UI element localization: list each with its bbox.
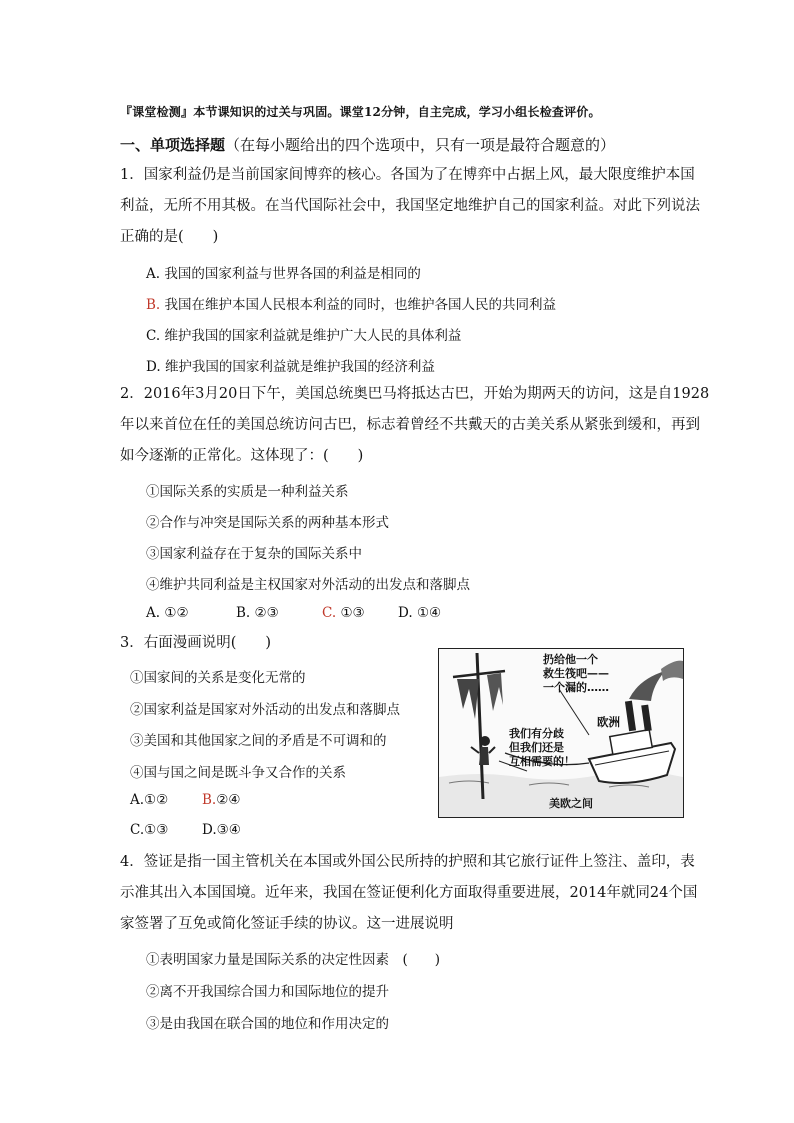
q3-statement-1: ①国家间的关系是变化无常的 xyxy=(130,670,306,686)
option-letter: B. xyxy=(146,297,161,313)
q4-line-2: 示准其出入本国国境。近年来，我国在签证便利化方面取得重要进展，2014年就同24个国 xyxy=(120,885,698,901)
option-text: 维护我国的国家利益就是维护我国的经济利益 xyxy=(164,359,435,375)
q4-statement-3: ③是由我国在联合国的地位和作用决定的 xyxy=(146,1016,389,1032)
q3-statement-2: ②国家利益是国家对外活动的出发点和落脚点 xyxy=(130,702,400,718)
q2-choice-b xyxy=(236,605,279,621)
q1-line-1: 1．国家利益仍是当前国家间博弈的核心。各国为了在博弈中占据上风，最大限度维护本国 xyxy=(120,167,695,183)
q4-line-1: 4．签证是指一国主管机关在本国或外国公民所持的护照和其它旅行证件上签注、盖印，表 xyxy=(120,854,695,870)
section-heading: 一、单项选择题 xyxy=(120,136,226,154)
q4-line-3: 家签署了互免或简化签证手续的协议。这一进展说明 xyxy=(120,916,454,932)
bubble-line: 扔给他一个 xyxy=(543,653,598,666)
q2-statement-4: ④维护共同利益是主权国家对外活动的出发点和落脚点 xyxy=(146,577,470,593)
cartoon-image xyxy=(438,648,684,818)
q2-line-1: 2．2016年3月20日下午，美国总统奥巴马将抵达古巴，开始为期两天的访问，这是自1928 xyxy=(120,386,710,402)
choice-letter: D. xyxy=(202,822,217,838)
lesson-header: 『课堂检测』本节课知识的过关与巩固。课堂12分钟，自主完成，学习小组长检查评价。 xyxy=(120,105,601,119)
q1-option-c xyxy=(146,324,461,344)
choice-letter: A. xyxy=(146,605,161,621)
section-title xyxy=(120,134,615,155)
smoke-icon xyxy=(629,671,665,701)
q2-choice-a xyxy=(146,605,189,621)
choice-text: ②④ xyxy=(216,792,241,808)
cartoon-ship-label: 欧洲 xyxy=(597,715,620,729)
choice-letter: C. xyxy=(322,605,337,621)
section-note: （在每小题给出的四个选项中，只有一项是最符合题意的） xyxy=(225,136,616,154)
bubble-line: 一个漏的…… xyxy=(543,681,609,694)
option-text: 我国的国家利益与世界各国的利益是相同的 xyxy=(164,266,421,282)
option-letter: C. xyxy=(146,328,161,344)
cartoon-caption: 美欧之间 xyxy=(549,797,593,810)
q2-line-2: 年以来首位在任的美国总统访问古巴，标志着曾经不共戴天的古美关系从紧张到缓和，再到 xyxy=(120,417,700,433)
q3-statement-4: ④国与国之间是既斗争又合作的关系 xyxy=(130,765,346,781)
q2-choice-d xyxy=(398,605,441,621)
q2-statement-1: ①国际关系的实质是一种利益关系 xyxy=(146,484,349,500)
q2-statement-2: ②合作与冲突是国际关系的两种基本形式 xyxy=(146,515,389,531)
q2-line-3: 如今逐渐的正常化。这体现了：( ) xyxy=(120,448,364,464)
choice-letter: D. xyxy=(398,605,413,621)
option-letter: A. xyxy=(146,266,161,282)
q3-choice-d xyxy=(202,822,241,838)
person-icon xyxy=(480,736,490,746)
bubble-line: 互相需要的！ xyxy=(509,755,575,768)
choice-text: ①④ xyxy=(416,605,442,621)
choice-text: ①③ xyxy=(340,605,365,621)
option-text: 我国在维护本国人民根本利益的同时，也维护各国人民的共同利益 xyxy=(164,297,557,313)
choice-text: ③④ xyxy=(216,822,241,838)
q3-choice-a xyxy=(130,792,168,808)
bubble-line: 但我们还是 xyxy=(509,741,564,754)
q3-statement-3: ③美国和其他国家之间的矛盾是不可调和的 xyxy=(130,733,387,749)
q1-option-d xyxy=(146,355,435,375)
option-text: 维护我国的国家利益就是维护广大人民的具体利益 xyxy=(164,328,462,344)
cartoon-bubble-top xyxy=(543,653,609,695)
choice-text: ①③ xyxy=(144,822,169,838)
q4-statement-2: ②离不开我国综合国力和国际地位的提升 xyxy=(146,984,389,1000)
q1-line-3: 正确的是( ) xyxy=(120,229,219,245)
q1-line-2: 利益，无所不用其极。在当代国际社会中，我国坚定地维护自己的国家利益。对此下列说法 xyxy=(120,198,700,214)
cartoon-bubble-mid xyxy=(509,727,575,769)
bubble-line: 救生筏吧—— xyxy=(543,667,609,680)
choice-letter: A. xyxy=(130,792,145,808)
q3-choice-c xyxy=(130,822,168,838)
q2-choice-c xyxy=(322,605,365,621)
choice-text: ②③ xyxy=(254,605,279,621)
q1-option-b xyxy=(146,293,556,313)
q3-stem: 3．右面漫画说明( ) xyxy=(120,635,272,651)
option-letter: D. xyxy=(146,359,161,375)
q4-statement-1: ①表明国家力量是国际关系的决定性因素 ( ) xyxy=(146,952,441,968)
choice-text: ①② xyxy=(164,605,189,621)
choice-letter: B. xyxy=(236,605,251,621)
choice-letter: B. xyxy=(202,792,217,808)
choice-text: ①② xyxy=(144,792,169,808)
choice-letter: C. xyxy=(130,822,145,838)
bubble-line: 我们有分歧 xyxy=(509,727,564,740)
q3-choice-b xyxy=(202,792,240,808)
q1-option-a xyxy=(146,262,421,282)
q2-statement-3: ③国家利益存在于复杂的国际关系中 xyxy=(146,546,362,562)
